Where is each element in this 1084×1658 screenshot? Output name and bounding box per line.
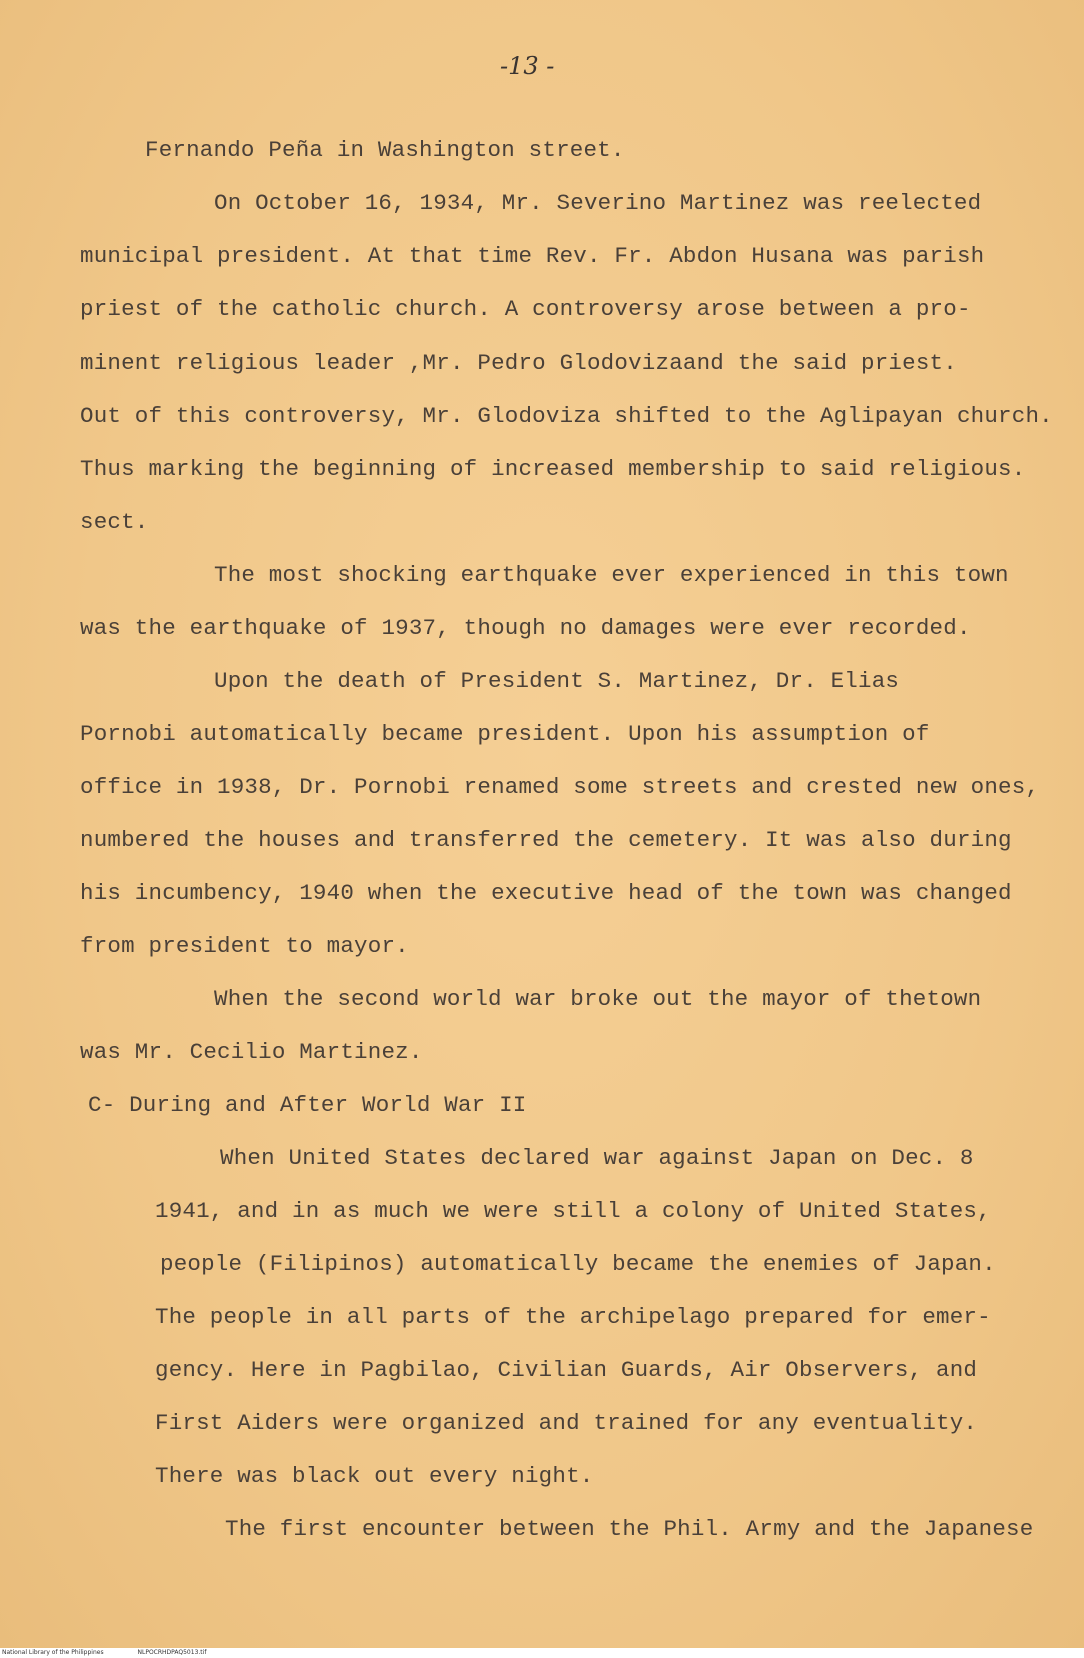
text-line: was the earthquake of 1937, though no damages were ever recorded. — [80, 615, 971, 641]
text-line: The first encounter between the Phil. Army and the Japanese — [225, 1516, 1034, 1542]
text-line: The people in all parts of the archipelago prepared for emer- — [155, 1304, 991, 1330]
footer-file: NLPOCRHDPAQ5013.tif — [137, 1649, 207, 1656]
text-line: The most shocking earthquake ever experienced in this town — [214, 562, 1009, 588]
text-line: Upon the death of President S. Martinez, Dr. Elias — [214, 668, 900, 694]
text-line: When the second world war broke out the mayor of thetown — [214, 986, 982, 1012]
text-line: First Aiders were organized and trained for any eventuality. — [155, 1410, 978, 1436]
page-number: -13 - — [500, 52, 555, 80]
text-line: Fernando Peña in Washington street. — [145, 137, 625, 163]
text-line: gency. Here in Pagbilao, Civilian Guards, Air Observers, and — [155, 1357, 978, 1383]
text-line: his incumbency, 1940 when the executive head of the town was changed — [80, 880, 1012, 906]
text-line: was Mr. Cecilio Martinez. — [80, 1039, 423, 1065]
section-heading: C- During and After World War II — [88, 1092, 527, 1118]
text-line: Pornobi automatically became president. Upon his assumption of — [80, 721, 930, 747]
text-line: Out of this controversy, Mr. Glodoviza shifted to the Aglipayan church. — [80, 403, 1053, 429]
text-line: priest of the catholic church. A controversy arose between a pro- — [80, 296, 971, 322]
text-line: sect. — [80, 509, 149, 535]
text-line: Thus marking the beginning of increased membership to said religious. — [80, 456, 1026, 482]
scan-footer — [0, 1648, 1084, 1658]
text-line: from president to mayor. — [80, 933, 409, 959]
text-line: minent religious leader ,Mr. Pedro Glodovizaand the said priest. — [80, 350, 957, 376]
text-line: There was black out every night. — [155, 1463, 594, 1489]
text-line: people (Filipinos) automatically became the enemies of Japan. — [160, 1251, 996, 1277]
text-line: office in 1938, Dr. Pornobi renamed some streets and crested new ones, — [80, 774, 1040, 800]
text-line: On October 16, 1934, Mr. Severino Martinez was reelected — [214, 190, 982, 216]
text-line: numbered the houses and transferred the cemetery. It was also during — [80, 827, 1012, 853]
text-line: 1941, and in as much we were still a colony of United States, — [155, 1198, 991, 1224]
footer-library: National Library of the Philippines — [2, 1649, 104, 1656]
text-line: When United States declared war against Japan on Dec. 8 — [220, 1145, 974, 1171]
text-line: municipal president. At that time Rev. Fr. Abdon Husana was parish — [80, 243, 985, 269]
